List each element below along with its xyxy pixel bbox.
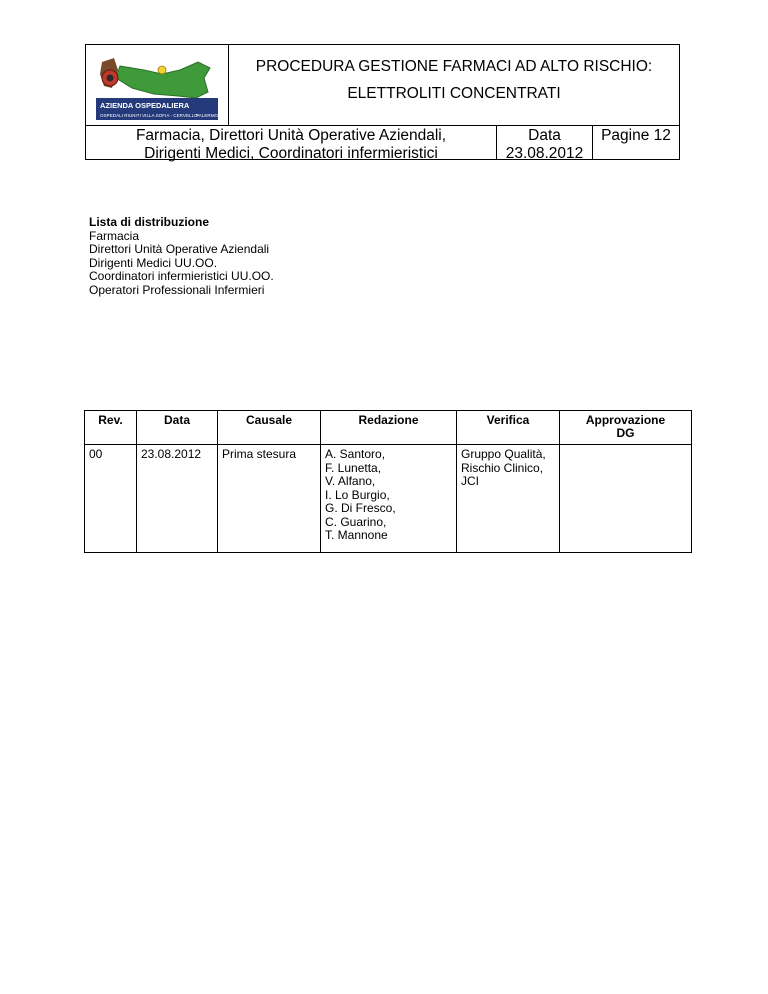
document-title-line1: PROCEDURA GESTIONE FARMACI AD ALTO RISCHIO: — [255, 58, 653, 75]
date-label: Data — [528, 127, 561, 144]
cell-rev: 00 — [85, 445, 137, 553]
recipients-line2: Dirigenti Medici, Coordinatori infermieristici — [144, 145, 438, 162]
date-cell — [496, 125, 593, 160]
pages-cell — [592, 125, 680, 160]
recipients-cell — [85, 125, 497, 160]
distribution-item: Dirigenti Medici UU.OO. — [89, 255, 218, 270]
cell-data: 23.08.2012 — [137, 445, 218, 553]
distribution-item: Direttori Unità Operative Aziendali — [89, 242, 270, 256]
header-redazione: Redazione — [321, 411, 457, 445]
cell-causale: Prima stesura — [218, 445, 321, 553]
date-value: 23.08.2012 — [505, 145, 584, 162]
distribution-item: Farmacia — [89, 228, 140, 243]
distribution-item: Coordinatori infermieristici UU.OO. — [89, 269, 274, 283]
svg-text:PALERMO: PALERMO — [196, 113, 219, 118]
header-causale: Causale — [218, 411, 321, 445]
document-title-line2: ELETTROLITI CONCENTRATI — [347, 85, 561, 102]
cell-verifica: Gruppo Qualità, Rischio Clinico, JCI — [457, 445, 560, 553]
pages-count: Pagine 12 — [601, 127, 671, 144]
cell-redazione: A. Santoro, F. Lunetta, V. Alfano, I. Lo Burgio, G. Di Fresco, C. Guarino, T. Mannone — [321, 445, 457, 553]
svg-text:OSPEDALI RIUNITI VILLA SOFIA -: OSPEDALI RIUNITI VILLA SOFIA - CERVELLO — [100, 113, 198, 118]
svg-text:AZIENDA OSPEDALIERA: AZIENDA OSPEDALIERA — [100, 101, 190, 110]
hospital-logo-cell — [85, 44, 229, 126]
distribution-title: Lista di distribuzione — [89, 215, 210, 229]
header-approvazione: Approvazione DG — [560, 411, 692, 445]
revision-table — [84, 410, 692, 553]
cell-approvazione — [560, 445, 692, 553]
distribution-item: Operatori Professionali Infermieri — [89, 282, 265, 297]
header-verifica: Verifica — [457, 411, 560, 445]
header-rev: Rev. — [85, 411, 137, 445]
table-row — [85, 445, 692, 553]
revision-header-row — [85, 411, 692, 445]
header-data: Data — [137, 411, 218, 445]
document-title-cell — [228, 44, 680, 126]
recipients-line1: Farmacia, Direttori Unità Operative Aziendali, — [135, 127, 447, 144]
hospital-logo-icon — [92, 48, 222, 122]
distribution-list — [89, 216, 274, 297]
